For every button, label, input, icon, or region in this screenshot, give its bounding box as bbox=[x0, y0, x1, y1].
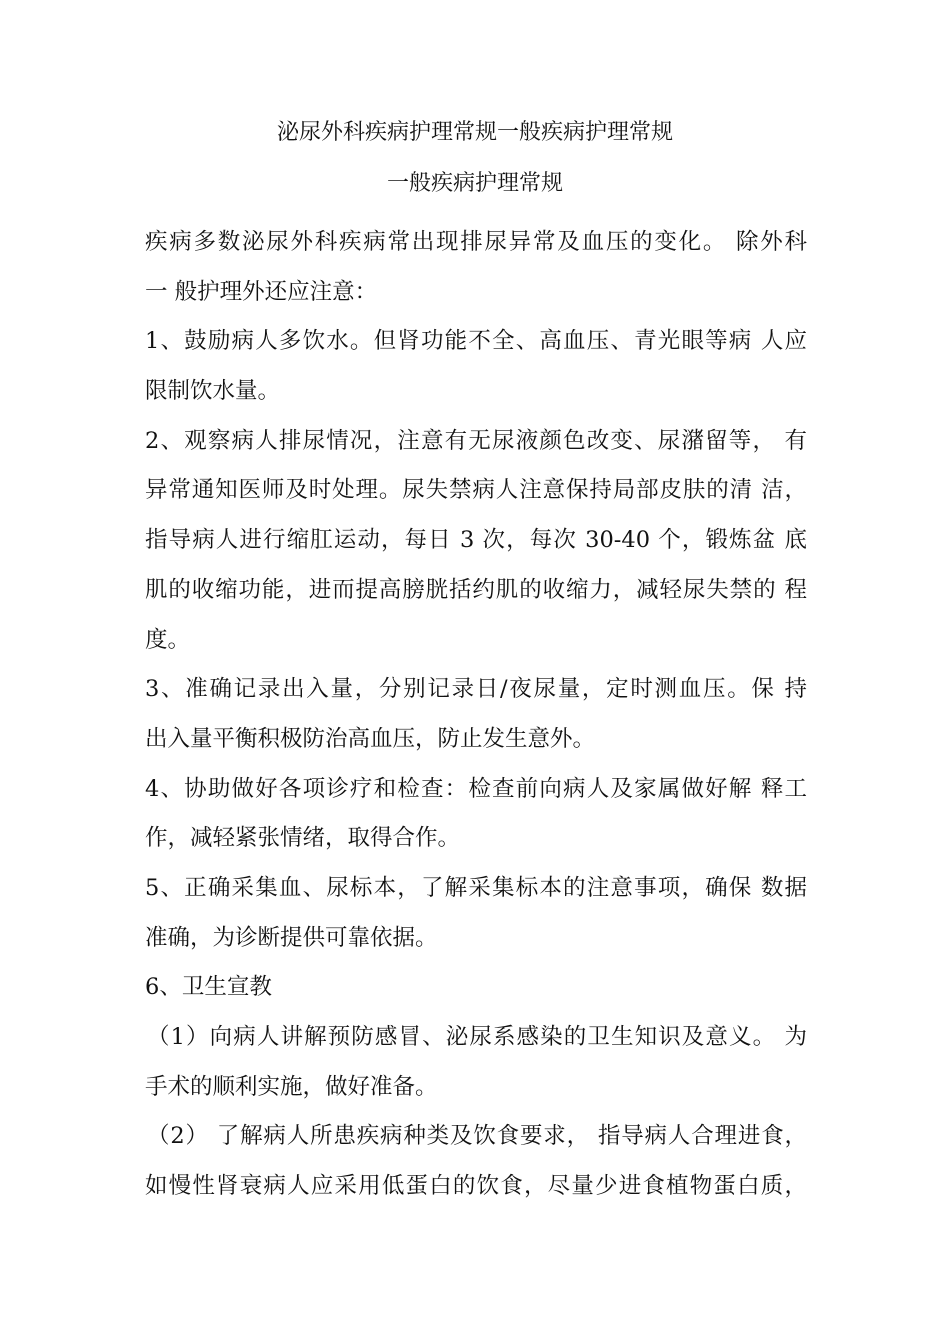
paragraph-line: 1、鼓励病人多饮水。但肾功能不全、高血压、青光眼等病 人应 bbox=[145, 328, 807, 355]
paragraph-line: 准确，为诊断提供可靠依据。 bbox=[145, 924, 438, 951]
paragraph-line: 3、准确记录出入量，分别记录日/夜尿量，定时测血压。保 持 bbox=[145, 676, 807, 703]
paragraph-line: 2、观察病人排尿情况，注意有无尿液颜色改变、尿潴留等， 有 bbox=[145, 427, 807, 454]
paragraph-line: 异常通知医师及时处理。尿失禁病人注意保持局部皮肤的清 洁， bbox=[145, 477, 807, 504]
document-title: 泌尿外科疾病护理常规一般疾病护理常规 bbox=[276, 120, 673, 145]
paragraph-line: 出入量平衡积极防治高血压，防止发生意外。 bbox=[145, 725, 596, 752]
paragraph-line: （2） 了解病人所患疾病种类及饮食要求， 指导病人合理进食， bbox=[147, 1123, 807, 1150]
paragraph-line: 如慢性肾衰病人应采用低蛋白的饮食，尽量少进食植物蛋白质， bbox=[145, 1173, 807, 1200]
paragraph-line: 度。 bbox=[145, 626, 191, 653]
paragraph-line: 指导病人进行缩肛运动，每日 3 次，每次 30-40 个，锻炼盆 底 bbox=[145, 527, 807, 554]
paragraph-line: 一 般护理外还应注意： bbox=[145, 278, 378, 305]
paragraph-line: 作，减轻紧张情绪，取得合作。 bbox=[145, 825, 461, 852]
paragraph-line: 限制饮水量。 bbox=[145, 378, 281, 405]
document-subtitle: 一般疾病护理常规 bbox=[386, 171, 563, 196]
paragraph-line: 肌的收缩功能，进而提高膀胱括约肌的收缩力，减轻尿失禁的 程 bbox=[145, 576, 807, 603]
paragraph-line: 疾病多数泌尿外科疾病常出现排尿异常及血压的变化。 除外科 bbox=[145, 229, 807, 255]
paragraph-line: （1）向病人讲解预防感冒、泌尿系感染的卫生知识及意义。 为 bbox=[147, 1024, 807, 1050]
paragraph-line: 手术的顺利实施，做好准备。 bbox=[145, 1073, 438, 1100]
paragraph-line: 4、协助做好各项诊疗和检查：检查前向病人及家属做好解 释工 bbox=[145, 775, 807, 802]
paragraph-line: 5、正确采集血、尿标本，了解采集标本的注意事项，确保 数据 bbox=[145, 874, 807, 901]
paragraph-line: 6、卫生宣教 bbox=[145, 974, 272, 1001]
document-body bbox=[145, 218, 807, 1212]
